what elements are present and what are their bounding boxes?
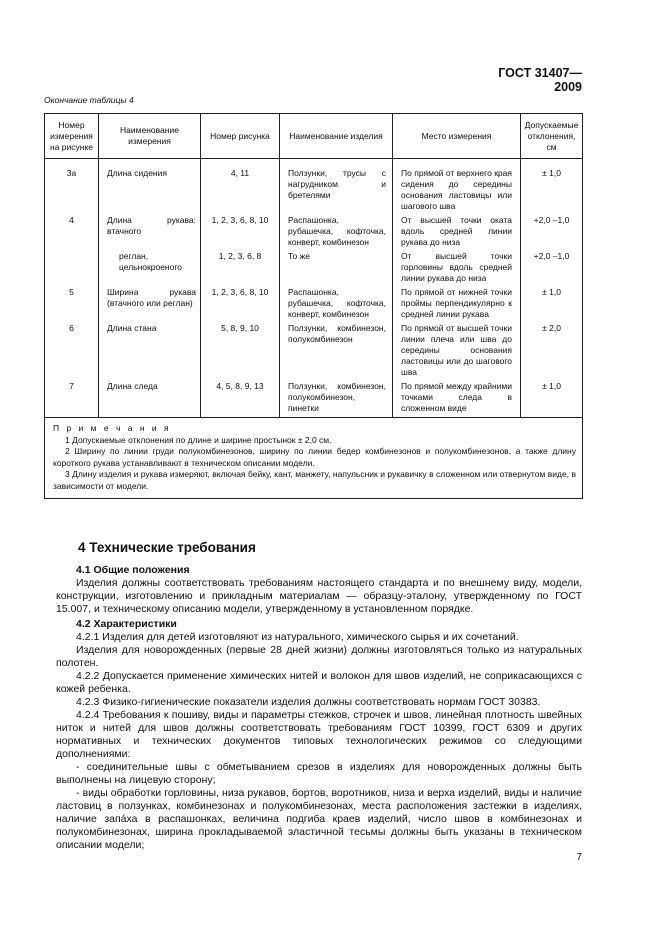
measurement-table bbox=[44, 113, 583, 499]
col-header-item: Наименование изделия bbox=[280, 114, 393, 159]
cell-name: Длина стана bbox=[99, 323, 201, 381]
cell-place: По прямой от нижней точки проймы перпендикулярно к средней линии рукава bbox=[393, 287, 521, 323]
paragraph: Изделия должны соответствовать требованиям настоящего стандарта и по внешнему виду, модели, конструкции, изготовлению и прикладным материалам — образцу-эталону, утвержденному по ГОСТ 15.007, и техническому описанию модели, утвержденному в установленном порядке. bbox=[56, 577, 582, 615]
cell-tolerance: ± 1,0 bbox=[521, 287, 583, 323]
section-title: 4 Технические требования bbox=[78, 540, 256, 555]
list-item: - соединительные швы с обметыванием срезов в изделиях для новорожденных должны быть выполнены на лицевую сторону; bbox=[56, 761, 582, 786]
section-body bbox=[56, 562, 582, 852]
cell-figure: 1, 2, 3, 6, 8 bbox=[201, 251, 280, 287]
table-row bbox=[45, 215, 583, 251]
cell-tolerance: +2,0 –1,0 bbox=[521, 215, 583, 251]
table-row bbox=[45, 159, 583, 216]
cell-tolerance: ± 2,0 bbox=[521, 323, 583, 381]
notes-row bbox=[45, 418, 583, 499]
cell-item: Ползунки, трусы с нагрудником и бретелями bbox=[280, 159, 393, 216]
cell-place: По прямой между крайними точками следа в сложенном виде bbox=[393, 381, 521, 418]
cell-figure: 4, 11 bbox=[201, 159, 280, 216]
table-row bbox=[45, 323, 583, 381]
cell-figure: 1, 2, 3, 6, 8, 10 bbox=[201, 215, 280, 251]
cell-name: Длина следа bbox=[99, 381, 201, 418]
cell-name-text: реглан, цельнокроеного bbox=[119, 251, 182, 272]
table-header-row bbox=[45, 114, 583, 159]
cell-number bbox=[45, 251, 99, 287]
table-row bbox=[45, 287, 583, 323]
cell-number: 4 bbox=[45, 215, 99, 251]
table-caption: Окончание таблицы 4 bbox=[44, 95, 134, 105]
table-row bbox=[45, 381, 583, 418]
cell-item: Ползунки, комбинезон, полукомбинезон, пинетки bbox=[280, 381, 393, 418]
cell-figure: 1, 2, 3, 6, 8, 10 bbox=[201, 287, 280, 323]
note-item: 1 Допускаемые отклонения по длине и ширине простынок ± 2,0 см. bbox=[65, 434, 332, 445]
paragraph: 4.2.4 Требования к пошиву, виды и параметры стежков, строчек и швов, линейная плотность швейных ниток и нитей для швов должны соответствовать требованиям ГОСТ 10399, ГОСТ 6309 и других нормативных и технических документов типовых технологических режимов со следующими дополнениями: bbox=[56, 709, 582, 760]
note-item: 2 Ширину по линии груди полукомбинезонов, ширину по линии бедер комбинезонов и полукомбинезонов, а также длину короткого рукава устанавливают в техническом описании модели. bbox=[53, 446, 576, 468]
cell-place: По прямой от высшей точки линии плеча или шва до середины основания ластовицы или до шагового шва bbox=[393, 323, 521, 381]
paragraph: 4.2.3 Физико-гигиенические показатели изделия должны соответствовать нормам ГОСТ 30383. bbox=[76, 696, 541, 708]
note-item: 3 Длину изделия и рукава измеряют, включая бейку, кант, манжету, напульсник и рукавичку в сложенном или отвернутом виде, в зависимости от модели. bbox=[53, 469, 576, 491]
cell-item: Распашонка, рубашечка, кофточка, конверт, комбинезон bbox=[280, 287, 393, 323]
cell-name: Длина сидения bbox=[99, 159, 201, 216]
cell-tolerance: ± 1,0 bbox=[521, 381, 583, 418]
list-item: - виды обработки горловины, низа рукавов, бортов, воротников, низа и верха изделий, виды и наличие ластовиц в ползунках, комбинезонах и полукомбинезонах, места расположения застежки в изделиях, наличие запа́ха в распашонках, величина подгиба краев изделий, число швов в комбинезонах и полукомбинезонах, ширина прокладываемой эластичной тесьмы должны быть указаны в техническом описании модели; bbox=[56, 787, 582, 851]
col-header-figure: Номер рисунка bbox=[201, 114, 280, 159]
notes-cell bbox=[45, 418, 583, 499]
cell-name bbox=[99, 251, 201, 287]
cell-figure: 5, 8, 9, 10 bbox=[201, 323, 280, 381]
table-row bbox=[45, 251, 583, 287]
col-header-name: Наименование измерения bbox=[99, 114, 201, 159]
cell-figure: 4, 5, 8, 9, 13 bbox=[201, 381, 280, 418]
cell-item: Распашонка, рубашечка, кофточка, конверт, комбинезон bbox=[280, 215, 393, 251]
cell-place: От высшей точки горловины вдоль средней линии рукава до низа bbox=[393, 251, 521, 287]
cell-name: Ширина рукава (втачного или реглан) bbox=[99, 287, 201, 323]
cell-tolerance: +2,0 –1,0 bbox=[521, 251, 583, 287]
cell-number: 5 bbox=[45, 287, 99, 323]
paragraph: 4.2.1 Изделия для детей изготовляют из натурального, химического сырья и их сочетаний. bbox=[76, 631, 519, 643]
cell-number: 7 bbox=[45, 381, 99, 418]
col-header-number: Номер измерения на рисунке bbox=[45, 114, 99, 159]
paragraph: Изделия для новорожденных (первые 28 дней жизни) должны изготовляться только из натуральных полотен. bbox=[56, 644, 582, 669]
col-header-place: Место измерения bbox=[393, 114, 521, 159]
subsection-heading: 4.2 Характеристики bbox=[76, 618, 177, 630]
cell-tolerance: ± 1,0 bbox=[521, 159, 583, 216]
cell-number: 3а bbox=[45, 159, 99, 216]
subsection-heading: 4.1 Общие положения bbox=[76, 564, 190, 576]
cell-name: Длина рукава: втачного bbox=[99, 215, 201, 251]
col-header-tolerance: Допускаемые отклонения, см bbox=[521, 114, 583, 159]
notes-title: П р и м е ч а н и я bbox=[53, 423, 172, 433]
cell-number: 6 bbox=[45, 323, 99, 381]
cell-item: Ползунки, комбинезон, полукомбинезон bbox=[280, 323, 393, 381]
cell-place: По прямой от верхнего края сидения до середины основания ластовицы или шагового шва bbox=[393, 159, 521, 216]
doc-code: ГОСТ 31407—2009 bbox=[498, 66, 582, 94]
page-number: 7 bbox=[576, 852, 582, 863]
cell-item: То же bbox=[280, 251, 393, 287]
paragraph: 4.2.2 Допускается применение химических нитей и волокон для швов изделий, не соприкасающихся с кожей ребенка. bbox=[56, 670, 582, 695]
cell-place: От высшей точки оката вдоль средней линии рукава до низа bbox=[393, 215, 521, 251]
